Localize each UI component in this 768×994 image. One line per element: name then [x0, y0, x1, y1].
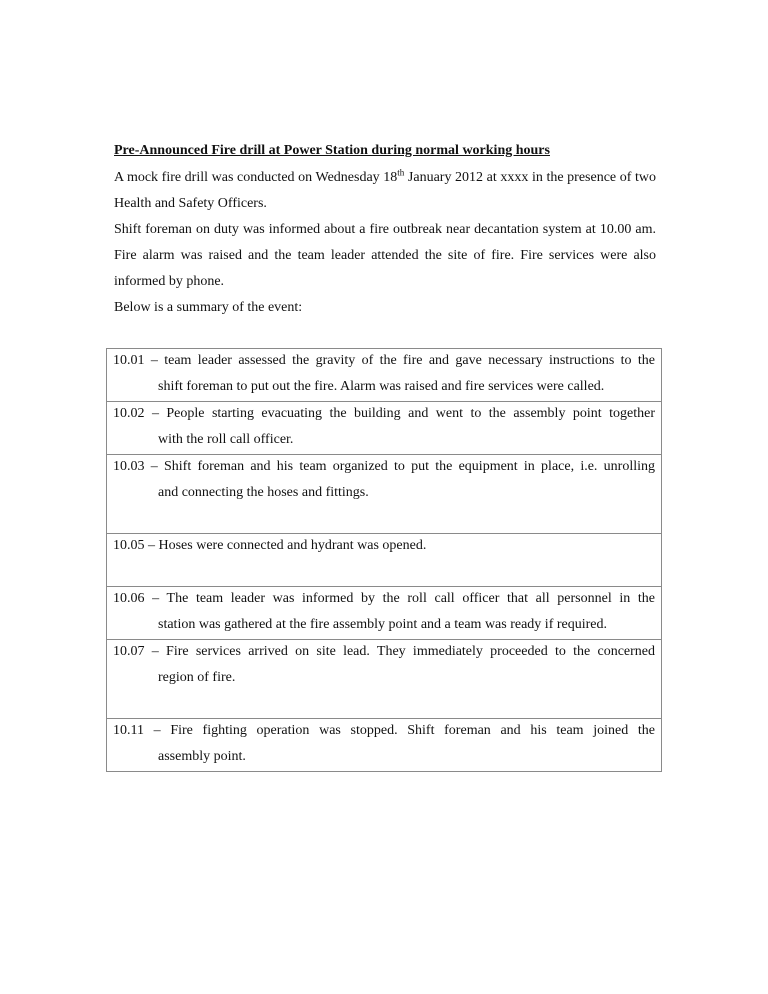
table-row	[107, 719, 662, 772]
event-line: 10.01 – team leader assessed the gravity of the fire and gave necessary instructions to the	[113, 353, 655, 368]
event-line: station was gathered at the fire assembly point and a team was ready if required.	[158, 617, 608, 632]
intro-p1-text-cont: January 2012 at xxxx in the presence of two Health and Safety Officers.	[114, 170, 657, 211]
event-line: shift foreman to put out the fire. Alarm was raised and fire services were called.	[158, 379, 605, 394]
intro-paragraph-1	[114, 165, 656, 217]
event-summary-table	[106, 348, 662, 772]
ordinal-suffix: th	[397, 167, 405, 178]
intro-text	[114, 165, 656, 321]
table-row	[107, 640, 662, 719]
intro-paragraph-2: Shift foreman on duty was informed about a fire outbreak near decantation system at 10.00 am. Fire alarm was raised and the team leader attended the site of fire. Fire services were also informed by phone.	[114, 222, 656, 289]
event-line: 10.06 – The team leader was informed by the roll call officer that all personnel in the	[113, 591, 655, 606]
table-row	[107, 455, 662, 534]
intro-p1-text: A mock fire drill was conducted on Wednesday 18	[114, 170, 398, 185]
event-line: 10.05 – Hoses were connected and hydrant was opened.	[113, 538, 427, 553]
event-line: 10.02 – People starting evacuating the building and went to the assembly point together	[113, 406, 655, 421]
table-cell	[107, 402, 662, 455]
table-cell	[107, 587, 662, 640]
table-cell	[107, 534, 662, 587]
table-row	[107, 402, 662, 455]
event-line: 10.07 – Fire services arrived on site lead. They immediately proceeded to the concerned	[113, 644, 655, 659]
document-title: Pre-Announced Fire drill at Power Station during normal working hours	[114, 143, 550, 158]
event-line: and connecting the hoses and fittings.	[158, 485, 369, 500]
table-row	[107, 349, 662, 402]
table-cell	[107, 349, 662, 402]
event-line: 10.11 – Fire fighting operation was stopped. Shift foreman and his team joined the	[113, 723, 655, 738]
table-row	[107, 587, 662, 640]
table-cell	[107, 640, 662, 719]
table-row	[107, 534, 662, 587]
intro-paragraph-3: Below is a summary of the event:	[114, 300, 303, 315]
event-line: with the roll call officer.	[158, 432, 294, 447]
table-cell	[107, 719, 662, 772]
event-line: assembly point.	[158, 749, 246, 764]
event-line: 10.03 – Shift foreman and his team organized to put the equipment in place, i.e. unrolling	[113, 459, 655, 474]
table-cell	[107, 455, 662, 534]
event-line: region of fire.	[158, 670, 236, 685]
